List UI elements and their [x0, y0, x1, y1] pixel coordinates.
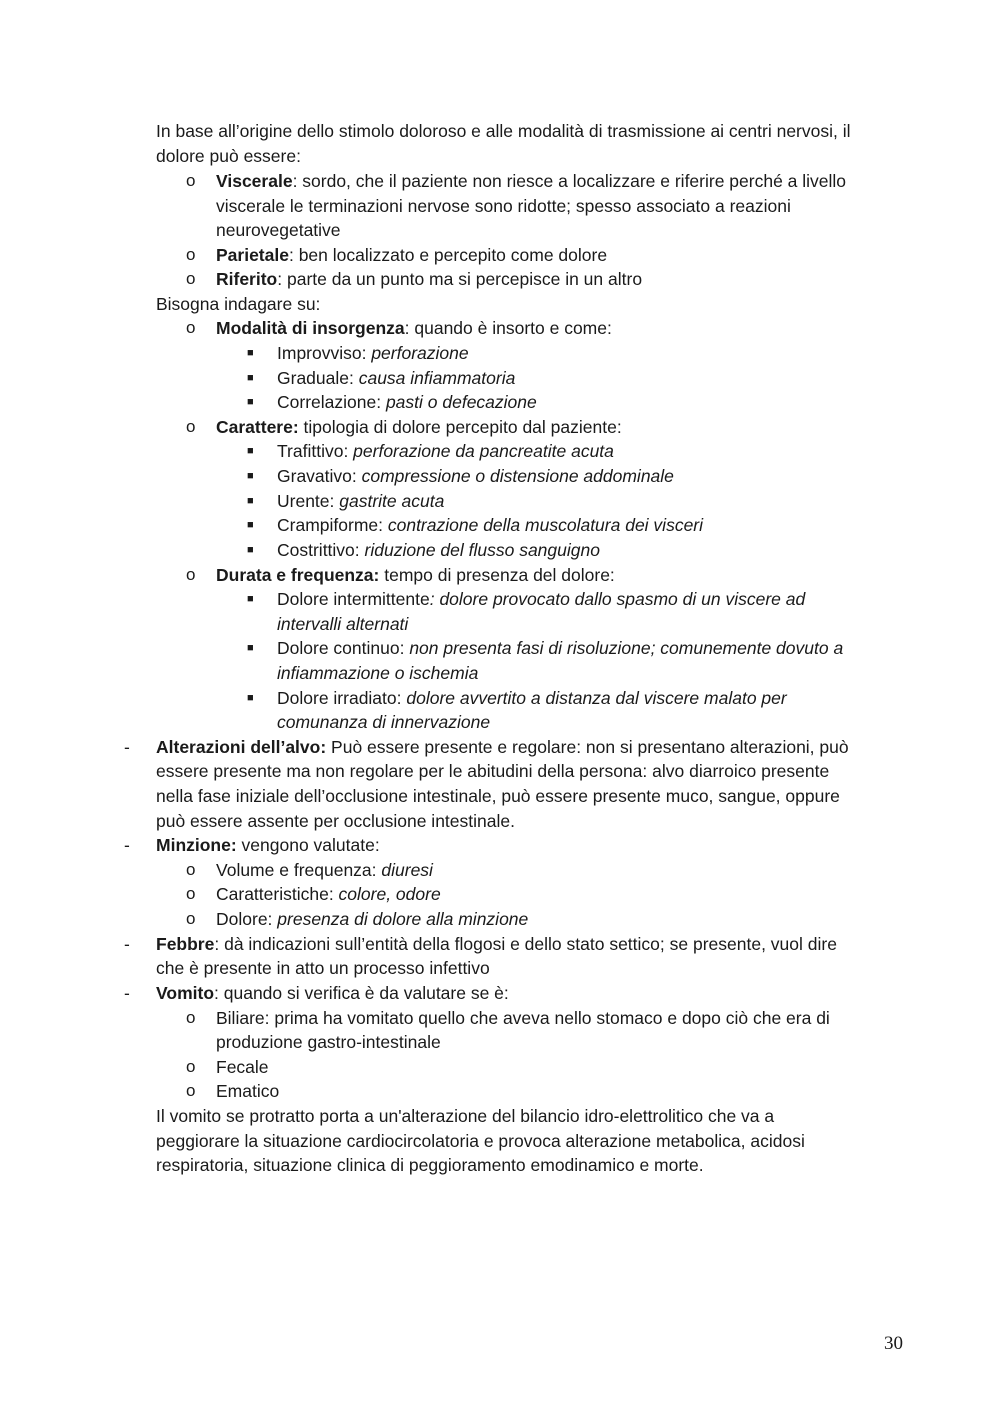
- list-item: Biliare: prima ha vomitato quello che aveva nello stomaco e dopo ciò che era di: [216, 1008, 830, 1028]
- circle-bullet-icon: o: [186, 269, 196, 288]
- sub-item: Dolore intermittente: dolore provocato dallo spasmo di un viscere ad: [277, 589, 806, 609]
- square-bullet-icon: ■: [247, 445, 254, 457]
- circle-bullet-icon: o: [186, 909, 196, 928]
- circle-bullet-icon: o: [186, 417, 196, 436]
- sub-item: Trafittivo: perforazione da pancreatite acuta: [277, 441, 614, 461]
- vomito-outro: respiratoria, situazione clinica di peggioramento emodinamico e morte.: [156, 1155, 704, 1175]
- square-bullet-icon: ■: [247, 396, 254, 408]
- square-bullet-icon: ■: [247, 692, 254, 704]
- section-alvo-cont: essere presente ma non regolare per le abitudini della persona: alvo diarroico presente: [156, 761, 830, 781]
- dash-bullet-icon: -: [124, 934, 130, 954]
- list-item-carattere: Carattere: tipologia di dolore percepito dal paziente:: [216, 417, 622, 437]
- sub-item-cont: infiammazione o ischemia: [277, 663, 479, 683]
- list-item-viscerale: Viscerale: sordo, che il paziente non riesce a localizzare e riferire perché a livello: [216, 171, 847, 191]
- list-item-riferito: Riferito: parte da un punto ma si percepisce in un altro: [216, 269, 643, 289]
- dash-bullet-icon: -: [124, 737, 130, 757]
- sub-item: Graduale: causa infiammatoria: [277, 368, 516, 388]
- circle-bullet-icon: o: [186, 318, 196, 337]
- circle-bullet-icon: o: [186, 884, 196, 903]
- circle-bullet-icon: o: [186, 565, 196, 584]
- square-bullet-icon: ■: [247, 470, 254, 482]
- section-alvo-cont: nella fase iniziale dell’occlusione intestinale, può essere presente muco, sangue, oppure: [156, 786, 840, 806]
- section-febbre: Febbre: dà indicazioni sull’entità della flogosi e dello stato settico; se presente, vuol dire: [156, 934, 837, 954]
- list-item-insorgenza: Modalità di insorgenza: quando è insorto e come:: [216, 318, 612, 338]
- investigate-label: Bisogna indagare su:: [156, 294, 321, 314]
- sub-item: Urente: gastrite acuta: [277, 491, 445, 511]
- list-item-viscerale-cont: neurovegetative: [216, 220, 341, 240]
- sub-item: Dolore irradiato: dolore avvertito a distanza dal viscere malato per: [277, 688, 787, 708]
- list-item: Fecale: [216, 1057, 269, 1077]
- vomito-outro: Il vomito se protratto porta a un'alterazione del bilancio idro-elettrolitico che va a: [156, 1106, 775, 1126]
- list-item-parietale: Parietale: ben localizzato e percepito come dolore: [216, 245, 608, 265]
- square-bullet-icon: ■: [247, 495, 254, 507]
- circle-bullet-icon: o: [186, 245, 196, 264]
- sub-item: Gravativo: compressione o distensione addominale: [277, 466, 674, 486]
- list-item: Caratteristiche: colore, odore: [216, 884, 441, 904]
- section-vomito: Vomito: quando si verifica è da valutare se è:: [156, 983, 509, 1003]
- section-minzione: Minzione: vengono valutate:: [156, 835, 380, 855]
- list-item: Dolore: presenza di dolore alla minzione: [216, 909, 529, 929]
- sub-item: Correlazione: pasti o defecazione: [277, 392, 537, 412]
- sub-item: Improvviso: perforazione: [277, 343, 469, 363]
- dash-bullet-icon: -: [124, 835, 130, 855]
- square-bullet-icon: ■: [247, 519, 254, 531]
- square-bullet-icon: ■: [247, 372, 254, 384]
- intro-line-2: dolore può essere:: [156, 146, 301, 166]
- circle-bullet-icon: o: [186, 171, 196, 190]
- sub-item: Costrittivo: riduzione del flusso sanguigno: [277, 540, 600, 560]
- page-number: 30: [884, 1333, 903, 1354]
- square-bullet-icon: ■: [247, 593, 254, 605]
- sub-item-cont: comunanza di innervazione: [277, 712, 491, 732]
- square-bullet-icon: ■: [247, 642, 254, 654]
- sub-item-cont: intervalli alternati: [277, 614, 409, 634]
- section-alvo-cont: può essere assente per occlusione intestinale.: [156, 811, 515, 831]
- intro-line-1: In base all’origine dello stimolo doloroso e alle modalità di trasmissione ai centri nervosi, il: [156, 121, 851, 141]
- sub-item: Crampiforme: contrazione della muscolatura dei visceri: [277, 515, 704, 535]
- list-item: Volume e frequenza: diuresi: [216, 860, 433, 880]
- list-item-cont: produzione gastro-intestinale: [216, 1032, 441, 1052]
- list-item-durata: Durata e frequenza: tempo di presenza del dolore:: [216, 565, 615, 585]
- section-febbre-cont: che è presente in atto un processo infettivo: [156, 958, 490, 978]
- square-bullet-icon: ■: [247, 347, 254, 359]
- list-item: Ematico: [216, 1081, 280, 1101]
- circle-bullet-icon: o: [186, 1057, 196, 1076]
- circle-bullet-icon: o: [186, 1008, 196, 1027]
- square-bullet-icon: ■: [247, 544, 254, 556]
- list-item-viscerale-cont: viscerale le terminazioni nervose sono ridotte; spesso associato a reazioni: [216, 196, 791, 216]
- dash-bullet-icon: -: [124, 983, 130, 1003]
- vomito-outro: peggiorare la situazione cardiocircolatoria e provoca alterazione metabolica, acidosi: [156, 1131, 805, 1151]
- sub-item: Dolore continuo: non presenta fasi di risoluzione; comunemente dovuto a: [277, 638, 844, 658]
- circle-bullet-icon: o: [186, 1081, 196, 1100]
- section-alvo: Alterazioni dell’alvo: Può essere presente e regolare: non si presentano alterazioni, può: [156, 737, 849, 757]
- circle-bullet-icon: o: [186, 860, 196, 879]
